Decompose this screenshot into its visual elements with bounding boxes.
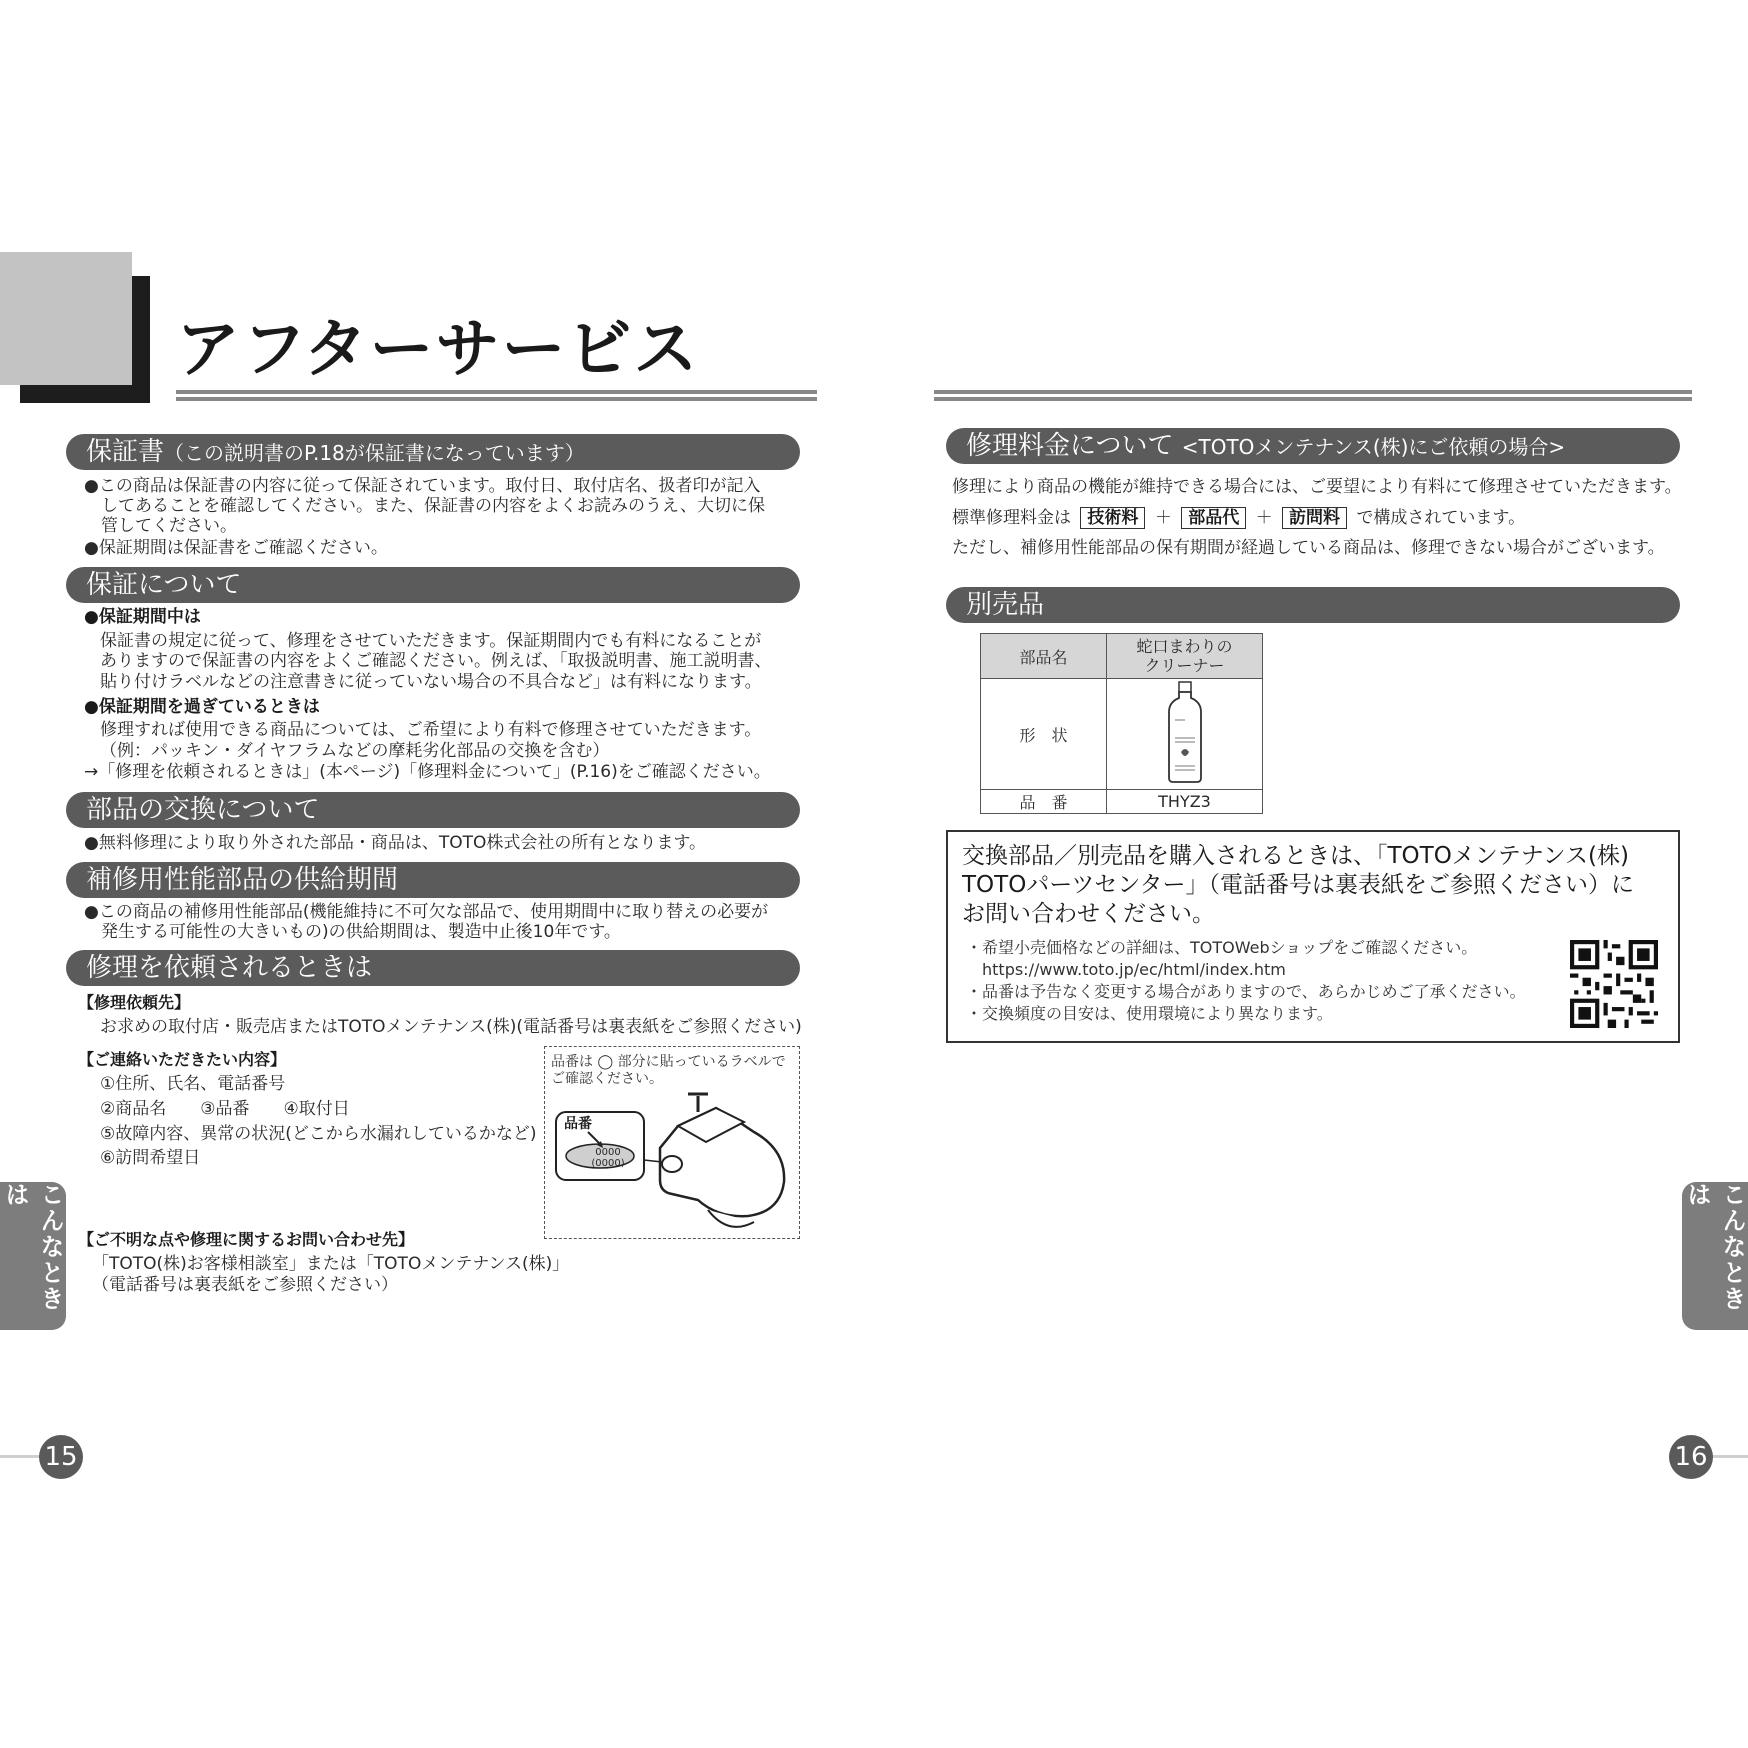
purchase-main-text xyxy=(962,842,1634,929)
fee-prefix: 標準修理料金は xyxy=(952,508,1071,528)
paragraph-line: 発生する可能性の大きいもの)の供給期間は、製造中止後10年です。 xyxy=(84,922,621,942)
fee-composition-line xyxy=(952,507,1525,529)
purchase-note: ・品番は予告なく変更する場合がありますので、あらかじめご了承ください。 xyxy=(966,982,1526,1001)
optional-parts-table xyxy=(980,633,1263,814)
page-number-rule xyxy=(0,1455,40,1458)
table-cell-part-number: THYZ3 xyxy=(1107,790,1263,814)
paragraph-line: ありますので保証書の内容をよくご確認ください。例えば、「取扱説明書、施工説明書、 xyxy=(100,651,772,671)
inquiry-note: （電話番号は裏表紙をご参照ください） xyxy=(92,1275,398,1295)
table-label-part-number: 品 番 xyxy=(981,790,1107,814)
contact-item: ②商品名 ③品番 ④取付日 xyxy=(100,1099,350,1119)
page-number-right: 16 xyxy=(1669,1435,1713,1479)
label-code-line: 0000 xyxy=(595,1147,621,1158)
section-heading-text: 別売品 xyxy=(966,590,1045,620)
inquiry-title: 【ご不明な点や修理に関するお問い合わせ先】 xyxy=(78,1230,415,1249)
fee-visit: 訪問料 xyxy=(1282,507,1347,529)
purchase-url[interactable]: https://www.toto.jp/ec/html/index.htm xyxy=(966,960,1286,979)
subheading-after-warranty: ●保証期間を過ぎているときは xyxy=(84,697,320,717)
table-row xyxy=(981,634,1263,679)
section-heading-warranty xyxy=(66,567,800,603)
section-heading-text: 保証について xyxy=(86,570,242,600)
section-heading-subtext: <TOTOメンテナンス(株)にご依頼の場合> xyxy=(1181,435,1566,459)
section-heading-subtext: （この説明書のP.18が保証書になっています） xyxy=(164,441,585,465)
purchase-main-line: 交換部品／別売品を購入されるときは、「TOTOメンテナンス(株) xyxy=(962,843,1629,869)
right-page-top-rule xyxy=(934,390,1692,401)
page-title: アフターサービス xyxy=(176,313,700,387)
label-code xyxy=(584,1147,632,1169)
paragraph-line: ●この商品は保証書の内容に従って保証されています。取付日、取付店名、扱者印が記入 xyxy=(84,476,761,496)
section-heading-warranty-card xyxy=(66,434,800,470)
paragraph-line: （例：パッキン・ダイヤフラムなどの摩耗劣化部品の交換を含む） xyxy=(100,741,610,761)
title-underline xyxy=(176,390,817,401)
cleaner-bottle-icon xyxy=(1155,680,1215,784)
table-label-shape: 形 状 xyxy=(981,679,1107,790)
purchase-main-line: TOTOパーツセンター」（電話番号は裏表紙をご参照ください）に xyxy=(962,872,1634,898)
section-heading-supply-period xyxy=(66,862,800,898)
label-caption xyxy=(551,1054,786,1088)
purchase-main-line: お問い合わせください。 xyxy=(962,901,1215,927)
paragraph-line: ●無料修理により取り外された部品・商品は、TOTO株式会社の所有となります。 xyxy=(84,833,707,853)
paragraph-line: →「修理を依頼されるときは」(本ページ)「修理料金について」(P.16)をご確認ください。 xyxy=(84,762,771,782)
paragraph-line: 保証書の規定に従って、修理をさせていただきます。保証期間内でも有料になることが xyxy=(100,631,762,651)
section-heading-text: 部品の交換について xyxy=(86,795,320,825)
fee-paragraph-line: ただし、補修用性能部品の保有期間が経過している商品は、修理できない場合がございます。 xyxy=(952,538,1665,558)
section-heading-text: 補修用性能部品の供給期間 xyxy=(86,865,399,895)
fee-technical: 技術料 xyxy=(1080,507,1145,529)
section-heading-parts-replacement xyxy=(66,792,800,828)
paragraph-line: してあることを確認してください。また、保証書の内容をよくお読みのうえ、大切に保 xyxy=(84,496,766,516)
qr-code-icon[interactable] xyxy=(1570,940,1658,1028)
label-code-line: (0000) xyxy=(591,1158,625,1169)
repair-request-title: 【修理依頼先】 xyxy=(78,993,191,1012)
table-row xyxy=(981,679,1263,790)
paragraph-line: ●保証期間は保証書をご確認ください。 xyxy=(84,538,388,558)
side-tab-right xyxy=(1682,1182,1748,1330)
side-tab-text: こんなときは xyxy=(1683,1182,1746,1312)
table-row xyxy=(981,790,1263,814)
fee-parts: 部品代 xyxy=(1181,507,1246,529)
table-header-part-name: 部品名 xyxy=(981,634,1107,679)
fee-plus: ＋ xyxy=(1255,508,1273,528)
purchase-info-box xyxy=(946,830,1680,1043)
table-header-cleaner xyxy=(1107,634,1263,679)
label-tag-text: 品番 xyxy=(564,1116,592,1132)
section-heading-text: 修理料金について xyxy=(966,431,1174,461)
fee-paragraph-line: 修理により商品の機能が維持できる場合には、ご要望により有料にて修理させていただきます。 xyxy=(952,477,1682,497)
repair-request-text: お求めの取付店・販売店またはTOTOメンテナンス(株)(電話番号は裏表紙をご参照ください) xyxy=(100,1017,802,1037)
page-number-left: 15 xyxy=(39,1435,83,1479)
fee-plus: ＋ xyxy=(1154,508,1172,528)
section-heading-text: 修理を依頼されるときは xyxy=(86,953,373,983)
subheading-in-warranty: ●保証期間中は xyxy=(84,607,201,627)
table-cell-bottle xyxy=(1107,679,1263,790)
purchase-note: ・希望小売価格などの詳細は、TOTOWebショップをご確認ください。 xyxy=(966,938,1478,957)
section-heading-text: 保証書 xyxy=(86,437,165,467)
paragraph-line: 管してください。 xyxy=(84,516,237,536)
contact-item: ⑤故障内容、異常の状況(どこから水漏れしているかなど) xyxy=(100,1124,537,1144)
contact-info-title: 【ご連絡いただきたい内容】 xyxy=(78,1050,287,1069)
label-caption-line: ご確認ください。 xyxy=(551,1071,663,1087)
table-header-line: 蛇口まわりの xyxy=(1136,637,1233,656)
inquiry-line: 「TOTO(株)お客様相談室」または「TOTOメンテナンス(株)」 xyxy=(92,1254,570,1274)
section-heading-optional-items xyxy=(946,587,1680,623)
title-decoration-grey-front xyxy=(0,252,132,385)
section-heading-repair-request xyxy=(66,950,800,986)
label-caption-line: 品番は ◯ 部分に貼っているラベルで xyxy=(551,1054,786,1070)
purchase-note: ・交換頻度の目安は、使用環境により異なります。 xyxy=(966,1004,1333,1023)
paragraph-line: ●この商品の補修用性能部品(機能維持に不可欠な部品で、使用期間中に取り替えの必要が xyxy=(84,902,769,922)
paragraph-line: 貼り付けラベルなどの注意書きに従っていない場合の不具合など」は有料になります。 xyxy=(100,672,762,692)
table-header-line: クリーナー xyxy=(1144,656,1225,675)
page-number-rule xyxy=(1708,1455,1748,1458)
section-heading-repair-fees xyxy=(946,428,1680,464)
paragraph-line: 修理すれば使用できる商品については、ご希望により有料で修理させていただきます。 xyxy=(100,720,762,740)
side-tab-text: こんなときは xyxy=(1,1182,64,1312)
label-location-circle-icon xyxy=(662,1156,682,1172)
fee-suffix: で構成されています。 xyxy=(1356,508,1526,528)
side-tab-left xyxy=(0,1182,66,1330)
contact-item: ⑥訪問希望日 xyxy=(100,1148,201,1168)
contact-item: ①住所、氏名、電話番号 xyxy=(100,1074,286,1094)
